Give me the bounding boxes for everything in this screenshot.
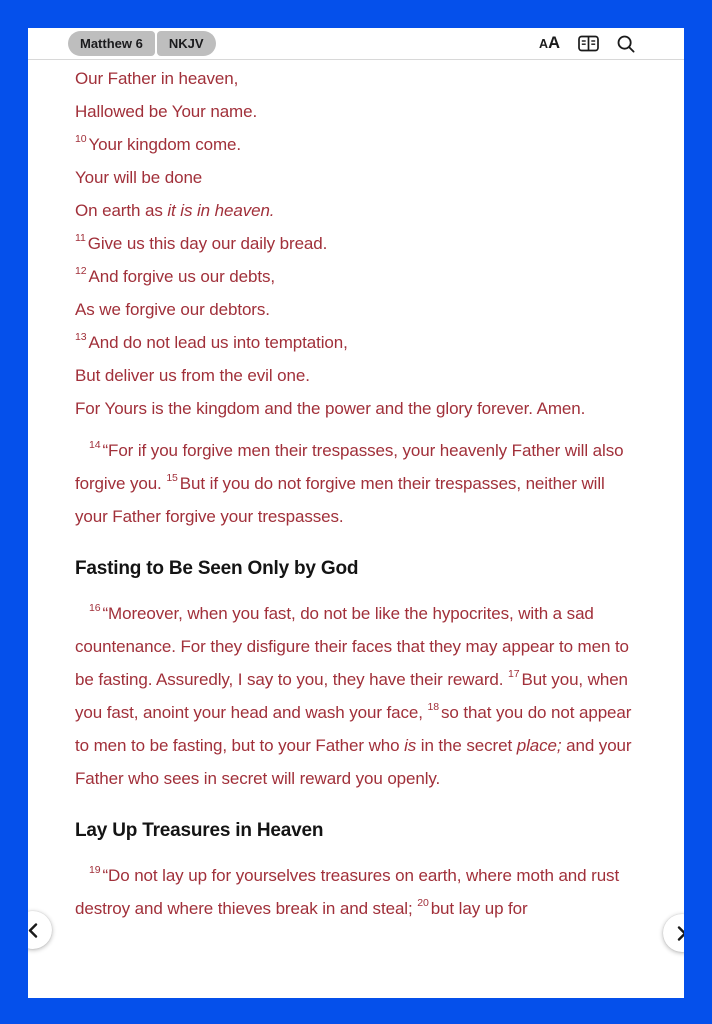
- book-icon[interactable]: [578, 35, 599, 52]
- verse-line: $^{11}$ Give us this day our daily bread.: [75, 232, 328, 253]
- chevron-left-icon: [28, 923, 38, 938]
- header-icons: [539, 35, 635, 53]
- verse-line: For Yours is the kingdom and the power and the glory forever. Amen.: [75, 399, 586, 418]
- reader-header: [28, 28, 684, 60]
- verse-line: $^{13}$ And do not lead us into temptation,: [75, 331, 348, 352]
- reference-picker: [68, 31, 216, 56]
- verse-number: 11: [75, 232, 86, 245]
- verse-line: But deliver us from the evil one.: [75, 366, 310, 385]
- verse-number: 19: [89, 864, 101, 877]
- text-size-label-small: A: [539, 37, 549, 52]
- search-icon[interactable]: [617, 35, 635, 53]
- scripture-content: [28, 60, 684, 925]
- verse-number: 15: [166, 472, 178, 485]
- verse-number: 14: [89, 439, 101, 452]
- verse-line: As we forgive our debtors.: [75, 300, 270, 319]
- verse-line: On earth as it is in heaven.: [75, 201, 275, 220]
- translation-button[interactable]: NKJV: [157, 31, 216, 56]
- book-chapter-button[interactable]: Matthew 6: [68, 31, 155, 56]
- chevron-right-icon: [677, 926, 684, 941]
- verse-number: 17: [507, 668, 520, 681]
- verse-line: Our Father in heaven,: [75, 69, 239, 88]
- verse-line: Hallowed be Your name.: [75, 102, 258, 121]
- verse-number: 13: [75, 331, 87, 344]
- verse-number: 18: [427, 701, 440, 714]
- verse-number: 16: [89, 602, 101, 615]
- scripture-page: [28, 28, 684, 998]
- verse-line: $^{12}$ And forgive us our debts,: [75, 265, 275, 286]
- text-size-label-big: A: [548, 34, 560, 53]
- section-heading-treasures: Lay Up Treasures in Heaven: [75, 820, 324, 841]
- verse-paragraph-16-18: $^{16}$ “Moreover, when you fast, do not be like the hypocrites, with a sad countenance. For they disfigure their faces that they may appear to men to be fasting. Assuredly, I say to you, they have their reward. $^{17}$ But you, when you fast, anoint your head and wash your face, $^{18}$ so that you do not appear to men to be fasting, but to your Father who is in the secret place; and your Father who sees in secret will reward you openly.: [75, 602, 632, 788]
- verse-line: $^{10}$ Your kingdom come.: [75, 133, 242, 154]
- verse-paragraph-19-20: $^{19}$ “Do not lay up for yourselves treasures on earth, where moth and rust destroy and where thieves break in and steal; $^{20}$ but lay up for: [75, 864, 620, 918]
- section-heading-fasting: Fasting to Be Seen Only by God: [75, 558, 359, 579]
- text-size-icon[interactable]: [539, 35, 560, 52]
- verse-number: 12: [75, 265, 87, 278]
- verse-number: 10: [75, 133, 87, 146]
- verse-paragraph-14-15: $^{14}$ “For if you forgive men their trespasses, your heavenly Father will also forgive you. $^{15}$ But if you do not forgive men their trespasses, neither will your Father forgive your trespasses.: [75, 439, 624, 526]
- verse-number: 20: [417, 897, 429, 910]
- verse-line: Your will be done: [75, 168, 203, 187]
